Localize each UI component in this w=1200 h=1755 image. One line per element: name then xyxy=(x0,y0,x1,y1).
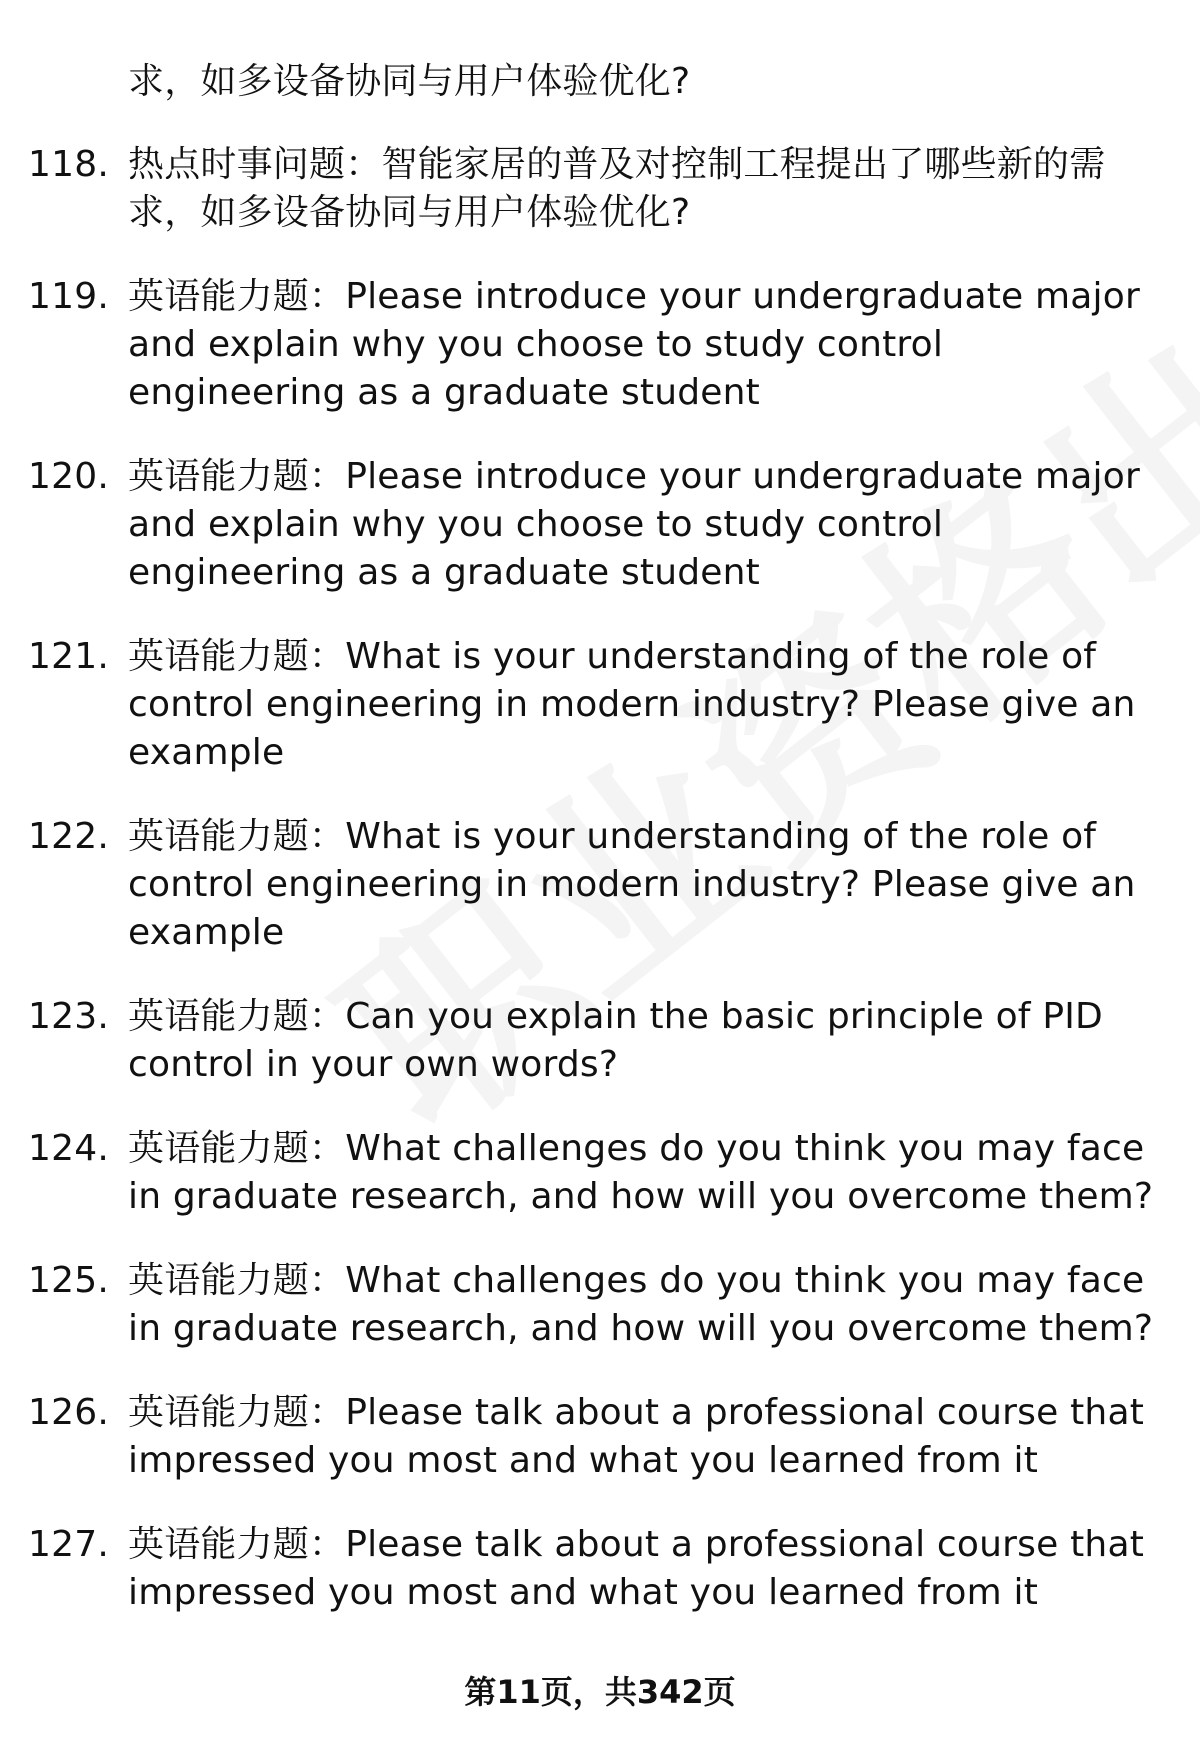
question-item xyxy=(28,141,1178,237)
question-item xyxy=(28,1257,1178,1353)
question-number: 122. xyxy=(28,816,109,857)
question-text: 英语能力题：What challenges do you think you may face in graduate research, and how will you overcome them? xyxy=(128,1260,1154,1349)
question-text: 英语能力题：Please talk about a professional course that impressed you most and what you learned from it xyxy=(128,1392,1145,1481)
question-text: 热点时事问题：智能家居的普及对控制工程提出了哪些新的需求，如多设备协同与用户体验优化? xyxy=(128,144,1106,233)
question-item xyxy=(28,1125,1178,1221)
question-text: 英语能力题：Please talk about a professional course that impressed you most and what you learned from it xyxy=(128,1524,1145,1613)
question-number: 118. xyxy=(28,144,109,185)
question-item xyxy=(28,1521,1178,1617)
page-footer: 第11页，共342页 xyxy=(464,1673,736,1711)
question-text: 英语能力题：Can you explain the basic principle of PID control in your own words? xyxy=(128,996,1103,1085)
question-list xyxy=(28,141,1178,1653)
question-item xyxy=(28,453,1178,597)
question-text: 英语能力题：What challenges do you think you may face in graduate research, and how will you overcome them? xyxy=(128,1128,1154,1217)
question-item xyxy=(28,1389,1178,1485)
question-item xyxy=(28,993,1178,1089)
question-number: 119. xyxy=(28,276,109,317)
question-text: 英语能力题：Please introduce your undergraduate major and explain why you choose to study control engineering as a graduate student xyxy=(128,276,1140,413)
question-item xyxy=(28,813,1178,957)
question-number: 124. xyxy=(28,1128,109,1169)
question-number: 123. xyxy=(28,996,109,1037)
question-number: 126. xyxy=(28,1392,109,1433)
continued-question-text: 求，如多设备协同与用户体验优化? xyxy=(128,61,691,102)
question-text: 英语能力题：Please introduce your undergraduate major and explain why you choose to study control engineering as a graduate student xyxy=(128,456,1140,593)
question-number: 121. xyxy=(28,636,109,677)
question-text: 英语能力题：What is your understanding of the role of control engineering in modern industry? Please give an example xyxy=(128,816,1136,953)
question-item xyxy=(28,633,1178,777)
question-number: 120. xyxy=(28,456,109,497)
question-item xyxy=(28,273,1178,417)
question-number: 127. xyxy=(28,1524,109,1565)
question-text: 英语能力题：What is your understanding of the role of control engineering in modern industry? Please give an example xyxy=(128,636,1136,773)
question-number: 125. xyxy=(28,1260,109,1301)
